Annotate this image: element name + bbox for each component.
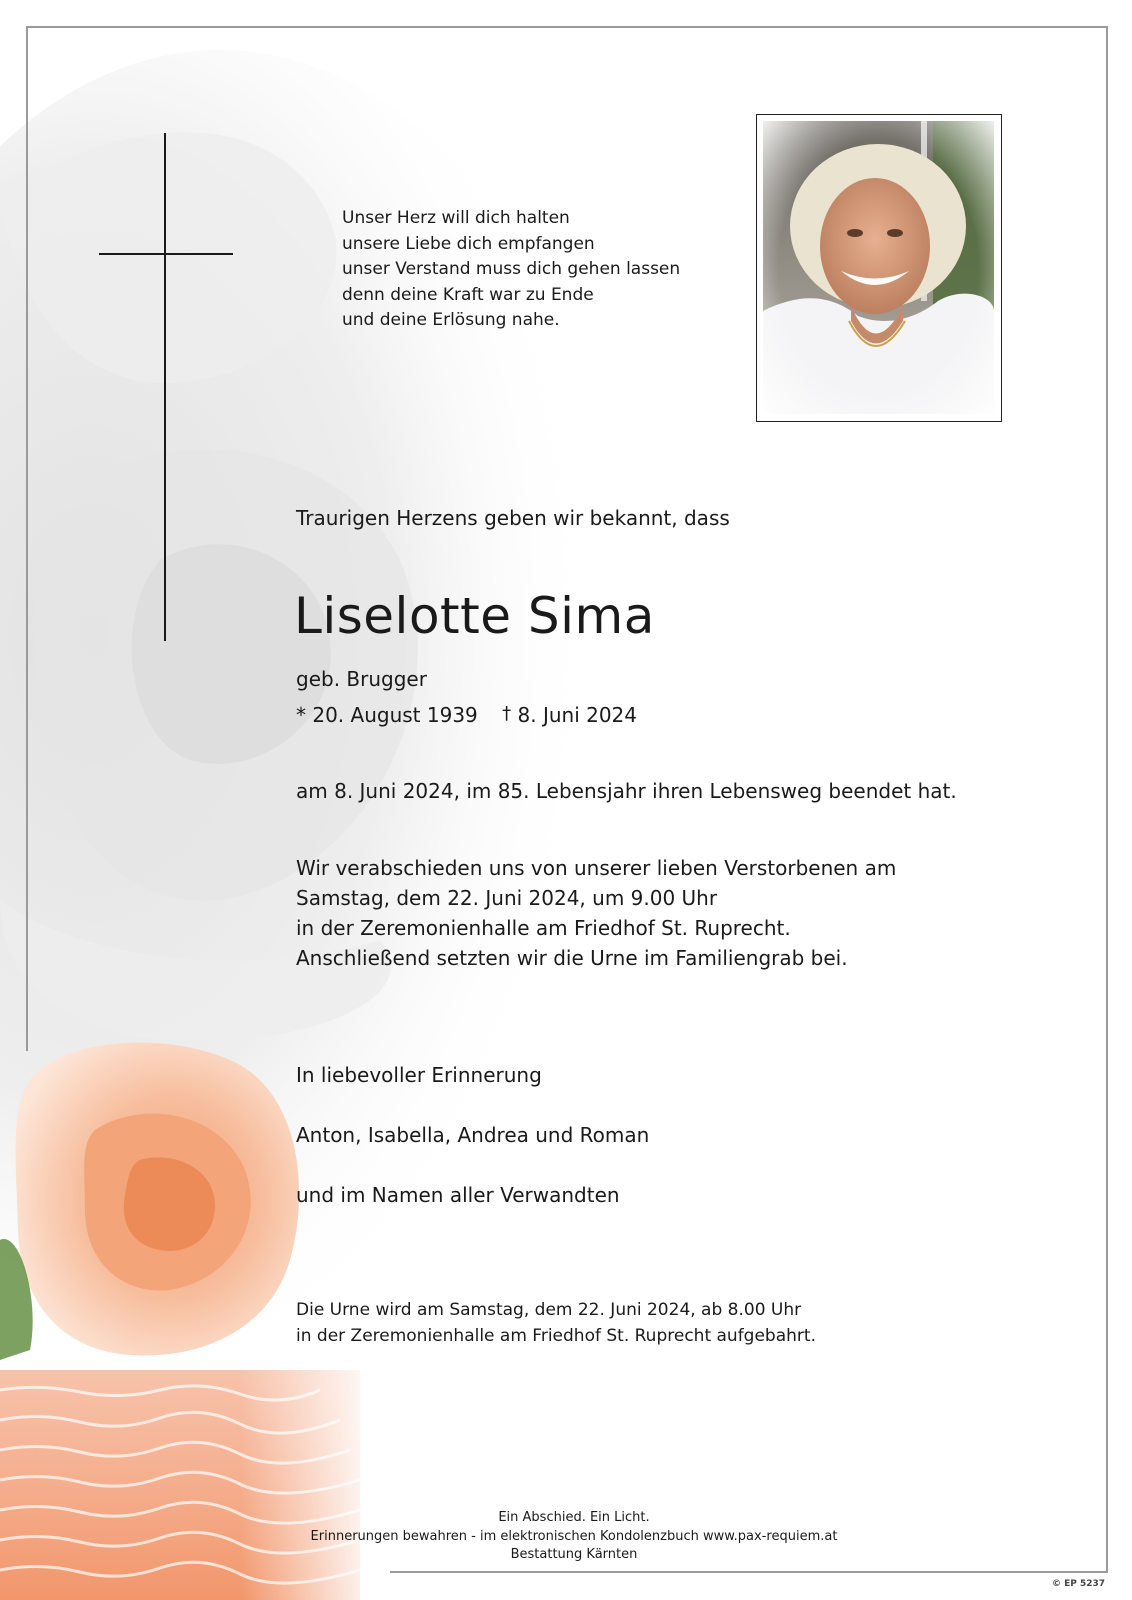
farewell-line: in der Zeremonienhalle am Friedhof St. Ruprecht. (296, 916, 791, 940)
frame-right-line (1106, 26, 1108, 1572)
poem-line: Unser Herz will dich halten (342, 208, 570, 228)
farewell-details (296, 853, 896, 973)
poem-line: unser Verstand muss dich gehen lassen (342, 259, 681, 279)
other-relatives: und im Namen aller Verwandten (296, 1183, 620, 1207)
poem-line: unsere Liebe dich empfangen (342, 233, 595, 254)
urn-line: in der Zeremonienhalle am Friedhof St. Ruprecht aufgebahrt. (296, 1325, 816, 1346)
birth-date: * 20. August 1939 (296, 703, 478, 727)
urn-viewing-info (296, 1298, 816, 1349)
footer-slogan: Ein Abschied. Ein Licht. (498, 1510, 650, 1525)
portrait-photo (763, 121, 994, 414)
farewell-line: Anschließend setzten wir die Urne im Familiengrab bei. (296, 946, 848, 970)
footer-condolence-link: Erinnerungen bewahren - im elektronischen Kondolenzbuch www.pax-requiem.at (310, 1528, 838, 1544)
farewell-line: Wir verabschieden uns von unserer lieben Verstorbenen am (296, 856, 897, 880)
deceased-name: Liselotte Sima (294, 587, 655, 645)
cross-vertical-bar (164, 133, 166, 641)
print-code: © EP 5237 (1052, 1579, 1106, 1589)
death-cross-icon: † (502, 703, 512, 724)
intro-text: Traurigen Herzens geben wir bekannt, dass (296, 506, 730, 530)
footer-company: Bestattung Kärnten (510, 1547, 638, 1562)
death-date: 8. Juni 2024 (517, 703, 638, 727)
footer (0, 1509, 1132, 1565)
urn-line: Die Urne wird am Samstag, dem 22. Juni 2024, ab 8.00 Uhr (296, 1300, 802, 1320)
memorial-poem (342, 206, 680, 334)
frame-top-line (26, 26, 1108, 28)
poem-line: und deine Erlösung nahe. (342, 310, 560, 330)
cross-horizontal-bar (99, 253, 233, 255)
portrait-photo-frame (756, 114, 1002, 422)
life-statement: am 8. Juni 2024, im 85. Lebensjahr ihren Lebensweg beendet hat. (296, 779, 957, 803)
relatives-names: Anton, Isabella, Andrea und Roman (296, 1123, 650, 1147)
life-dates (296, 703, 637, 727)
remembrance-line: In liebevoller Erinnerung (296, 1063, 542, 1087)
frame-bottom-line (390, 1571, 1108, 1573)
maiden-name: geb. Brugger (296, 667, 427, 691)
poem-line: denn deine Kraft war zu Ende (342, 284, 594, 305)
frame-left-line (26, 26, 28, 1051)
farewell-line: Samstag, dem 22. Juni 2024, um 9.00 Uhr (296, 886, 718, 910)
